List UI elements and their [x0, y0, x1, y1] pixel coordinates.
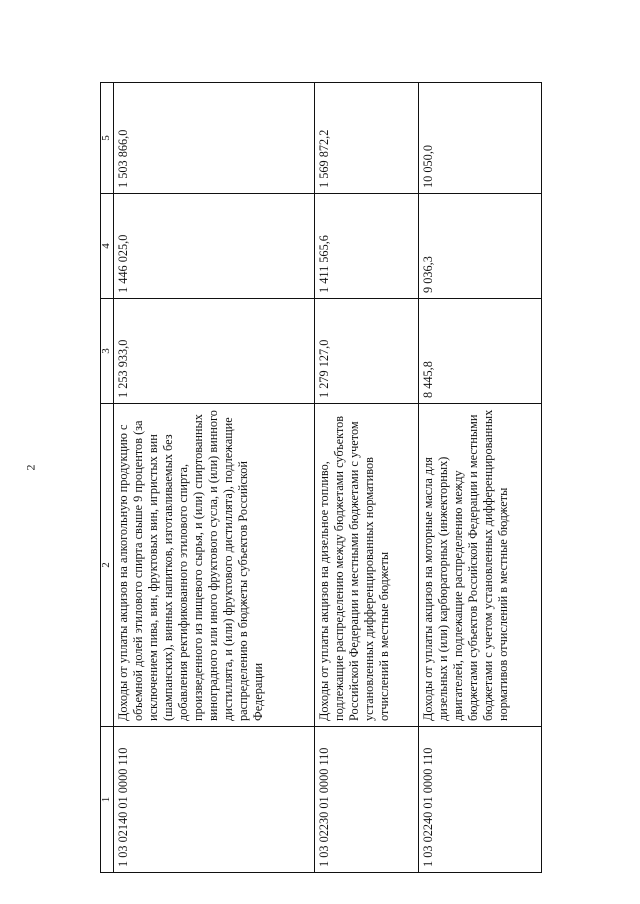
column-number-4: 4 [101, 194, 114, 299]
value-column-5-cell: 1 569 872,2 [315, 83, 419, 194]
value-column-3-cell: 8 445,8 [418, 299, 541, 404]
table-row [114, 83, 315, 873]
page-number: 2 [23, 464, 38, 471]
column-number-2: 2 [101, 404, 114, 727]
revenue-code-cell: 1 03 02240 01 0000 110 [418, 727, 541, 873]
value-column-3-cell: 1 279 127,0 [315, 299, 419, 404]
value-column-5-cell: 1 503 866,0 [114, 83, 315, 194]
revenue-description-cell: Доходы от уплаты акцизов на дизельное топливо, подлежащие распределению между бюджетами субъектов Российской Федерации и местными бюджетами с учетом установленных дифференцированных нормативов отчислений в местные бюджеты [315, 404, 419, 727]
revenue-code-cell: 1 03 02230 01 0000 110 [315, 727, 419, 873]
budget-table [100, 82, 542, 873]
table-header-row [101, 83, 114, 873]
column-number-1: 1 [101, 727, 114, 873]
revenue-description-cell: Доходы от уплаты акцизов на моторные масла для дизельных и (или) карбюраторных (инжекторных) двигателей, подлежащие распределению между бюджетами субъектов Российской Федерации и местными бюджетами с учетом установленных дифференцированных нормативов отчислений в местные бюджеты [418, 404, 541, 727]
value-column-5-cell: 10 050,0 [418, 83, 541, 194]
value-column-4-cell: 9 036,3 [418, 194, 541, 299]
value-column-3-cell: 1 253 933,0 [114, 299, 315, 404]
value-column-4-cell: 1 446 025,0 [114, 194, 315, 299]
table-row [315, 83, 419, 873]
table-container [100, 83, 542, 873]
column-number-5: 5 [101, 83, 114, 194]
value-column-4-cell: 1 411 565,6 [315, 194, 419, 299]
column-number-3: 3 [101, 299, 114, 404]
table-row [418, 83, 541, 873]
revenue-description-cell: Доходы от уплаты акцизов на алкогольную продукцию с объемной долей этилового спирта свыше 9 процентов (за исключением пива, вин, фруктовых вин, игристых вин (шампанских), винных напитков, изготавливаемых без добавления ректификованного этилового спирта, произведенного из пищевого сырья, и (или) спиртованных виноградного или иного фруктового сусла, и (или) винного дистиллята, и (или) фруктового дистиллята), подлежащие распределению в бюджеты субъектов Российской Федерации [114, 404, 315, 727]
revenue-code-cell: 1 03 02140 01 0000 110 [114, 727, 315, 873]
